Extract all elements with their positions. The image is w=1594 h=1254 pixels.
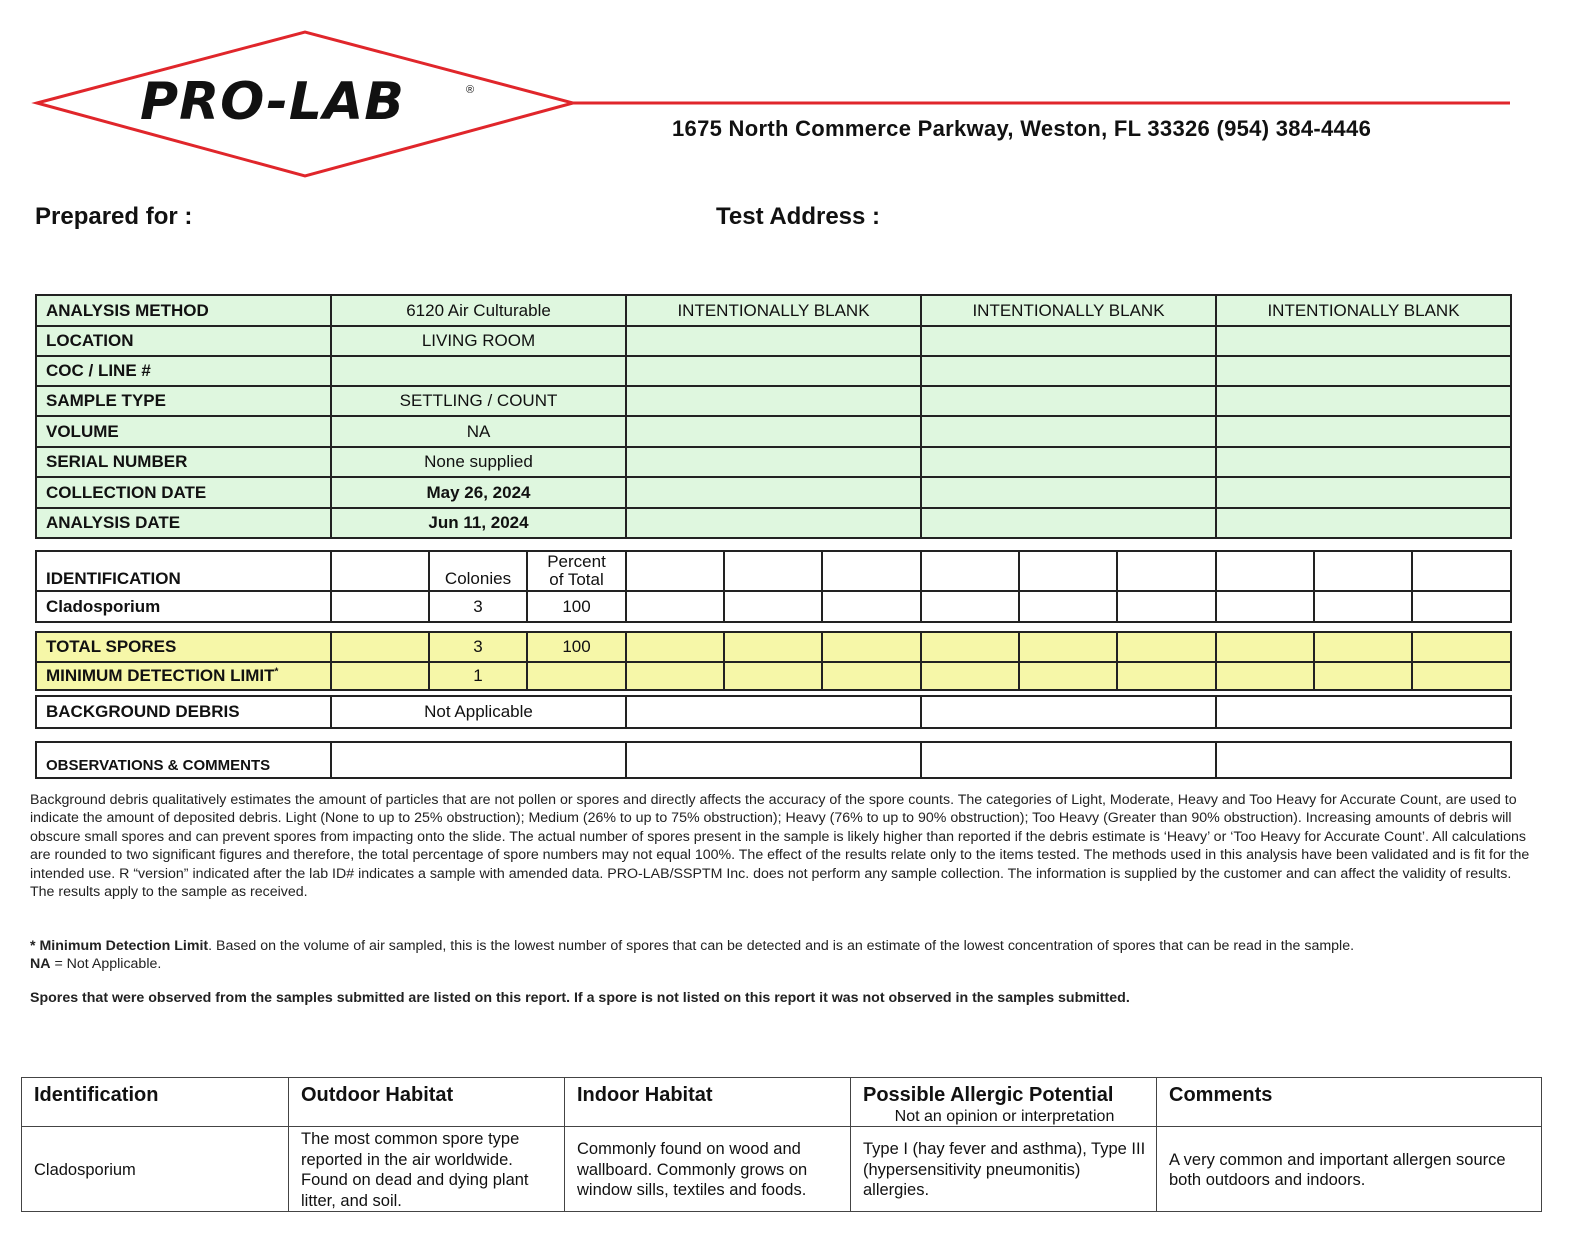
identification-table <box>35 550 1512 623</box>
row-location <box>36 326 1511 356</box>
na-footnote <box>30 955 161 973</box>
percent-header-line1: Percent <box>547 552 606 571</box>
ref-identification-header: Identification <box>22 1078 289 1127</box>
collection-date-label: COLLECTION DATE <box>36 477 331 508</box>
background-debris-label: BACKGROUND DEBRIS <box>36 696 331 728</box>
location-label: LOCATION <box>36 326 331 356</box>
row-sample-type <box>36 386 1511 416</box>
ref-identification-cell: Cladosporium <box>22 1127 289 1212</box>
total-spores-percent: 100 <box>527 632 626 662</box>
ref-allergic-title: Possible Allergic Potential <box>863 1084 1114 1106</box>
registered-mark: ® <box>466 84 475 96</box>
ref-outdoor-header: Outdoor Habitat <box>289 1078 565 1127</box>
volume-value: NA <box>331 416 626 447</box>
species-row <box>36 591 1511 622</box>
total-spores-label: TOTAL SPORES <box>36 632 331 662</box>
coc-line-label: COC / LINE # <box>36 356 331 386</box>
ref-allergic-header <box>851 1078 1157 1127</box>
mdl-asterisk: * <box>274 666 279 678</box>
mdl-footnote-text: . Based on the volume of air sampled, this is the lowest number of spores that can be detected and is an estimate of the lowest concentration of spores that can be read in the sample. <box>208 938 1355 954</box>
observed-spores-note: Spores that were observed from the samples submitted are listed on this report. If a spore is not listed on this report it was not observed in the samples submitted. <box>30 990 1130 1006</box>
observations-label: OBSERVATIONS & COMMENTS <box>36 742 331 778</box>
sample-type-value: SETTLING / COUNT <box>331 386 626 416</box>
background-debris-table <box>35 695 1512 729</box>
observations-table <box>35 741 1512 779</box>
spore-reference-table <box>21 1077 1542 1212</box>
identification-header-row <box>36 551 1511 591</box>
intentionally-blank-3: INTENTIONALLY BLANK <box>1216 295 1511 326</box>
serial-number-label: SERIAL NUMBER <box>36 447 331 477</box>
ref-allergic-subtitle: Not an opinion or interpretation <box>894 1108 1115 1125</box>
na-footnote-bold: NA <box>30 956 51 972</box>
mdl-value: 1 <box>429 662 527 690</box>
sample-info-table <box>35 294 1512 539</box>
total-spores-colonies: 3 <box>429 632 527 662</box>
analysis-method-value: 6120 Air Culturable <box>331 295 626 326</box>
analysis-method-label: ANALYSIS METHOD <box>36 295 331 326</box>
sample-type-label: SAMPLE TYPE <box>36 386 331 416</box>
row-collection-date <box>36 477 1511 508</box>
mdl-row <box>36 662 1511 690</box>
intentionally-blank-2: INTENTIONALLY BLANK <box>921 295 1216 326</box>
ref-outdoor-cell: The most common spore type reported in the air worldwide. Found on dead and dying plant litter, and soil. <box>289 1127 565 1212</box>
debris-explanation: Background debris qualitatively estimates the amount of particles that are not pollen or spores and directly affects the accuracy of the spore counts. The categories of Light, Moderate, Heavy and Too Heavy for Accurate Count, are used to indicate the amount of deposited debris. Light (None to up to 25% obstruction); Medium (26% to up to 75% obstruction); Heavy (76% to up to 90% obstruction); Too Heavy (Greater than 90% obstruction). Increasing amounts of debris will obscure small spores and can prevent spores from impacting onto the slide. The actual number of spores present in the sample is likely higher than reported if the debris estimate is ‘Heavy’ or ‘Too Heavy for Accurate Count’. All calculations are rounded to two significant figures and therefore, the total percentage of spore numbers may not equal 100%. The effect of the results relate only to the items tested. The methods used in this analysis have been validated and is fit for the intended use. R “version” indicated after the lab ID# indicates a sample with amended data. PRO-LAB/SSPTM Inc. does not perform any sample collection. The information is supplied by the customer and can affect the validity of results. The results apply to the sample as received. <box>30 792 1530 901</box>
test-address-label: Test Address : <box>716 203 881 230</box>
mdl-label-text: MINIMUM DETECTION LIMIT <box>46 666 275 685</box>
prepared-for-label: Prepared for : <box>35 203 193 230</box>
ref-comments-header: Comments <box>1157 1078 1542 1127</box>
ref-indoor-header: Indoor Habitat <box>565 1078 851 1127</box>
background-debris-value: Not Applicable <box>331 696 626 728</box>
coc-line-value <box>331 356 626 386</box>
mdl-footnote <box>30 937 1540 955</box>
location-value: LIVING ROOM <box>331 326 626 356</box>
row-analysis-method <box>36 295 1511 326</box>
species-name: Cladosporium <box>36 591 331 622</box>
percent-of-total-header <box>527 551 626 591</box>
analysis-date-value: Jun 11, 2024 <box>331 508 626 538</box>
colonies-header: Colonies <box>429 551 527 591</box>
lab-address-phone: 1675 North Commerce Parkway, Weston, FL 33326 (954) 384-4446 <box>672 116 1372 141</box>
row-serial-number <box>36 447 1511 477</box>
total-spores-row <box>36 632 1511 662</box>
intentionally-blank-1: INTENTIONALLY BLANK <box>626 295 921 326</box>
row-coc-line <box>36 356 1511 386</box>
percent-header-line2: of Total <box>549 570 604 589</box>
species-percent: 100 <box>527 591 626 622</box>
mdl-footnote-bold: * Minimum Detection Limit <box>30 938 209 954</box>
reference-data-row <box>22 1127 1542 1212</box>
reference-header-row <box>22 1078 1542 1127</box>
na-footnote-text: = Not Applicable. <box>50 956 162 972</box>
collection-date-value: May 26, 2024 <box>331 477 626 508</box>
serial-number-value: None supplied <box>331 447 626 477</box>
mdl-label <box>36 662 331 690</box>
analysis-date-label: ANALYSIS DATE <box>36 508 331 538</box>
ref-allergic-cell: Type I (hay fever and asthma), Type III (hypersensitivity pneumonitis) allergies. <box>851 1127 1157 1212</box>
logo-text: PRO-LAB <box>140 72 405 132</box>
ref-indoor-cell: Commonly found on wood and wallboard. Commonly grows on window sills, textiles and foods. <box>565 1127 851 1212</box>
identification-label: IDENTIFICATION <box>36 551 331 591</box>
row-analysis-date <box>36 508 1511 538</box>
totals-table <box>35 631 1512 691</box>
volume-label: VOLUME <box>36 416 331 447</box>
ref-comments-cell: A very common and important allergen source both outdoors and indoors. <box>1157 1127 1542 1212</box>
row-volume <box>36 416 1511 447</box>
species-colonies: 3 <box>429 591 527 622</box>
